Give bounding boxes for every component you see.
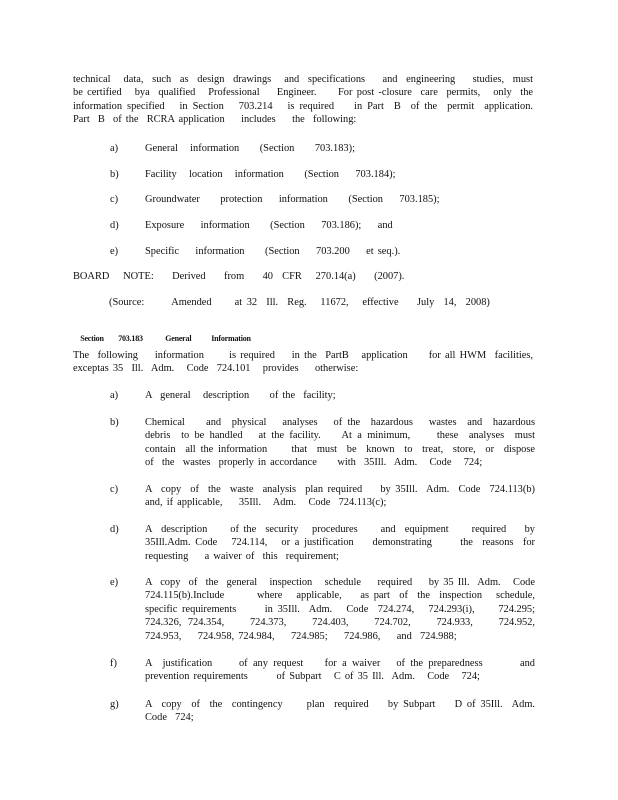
intro-paragraph: technical data, such as design drawings and specifications and engineering studies, must be certified bya qualified Professional Engineer. For post -closure care permits, only the information specified in Section 703.214 is required in Part B of the permit application. Part B of the RCRA application includes the following: — [73, 74, 546, 126]
section-number: 703.183 — [118, 334, 143, 343]
source-note: (Source: Amended at 32 Ill. Reg. 11672, effective July 14, 2008) — [109, 297, 490, 308]
list-item-label: a) — [110, 390, 119, 401]
list-item-label: e) — [110, 246, 119, 257]
list-item-text: Exposure information (Section 703.186); and — [145, 220, 393, 231]
list-item-text: Specific information (Section 703.200 et seq.). — [145, 246, 401, 257]
list-item-text: A description of the security procedures and equipment required by 35Ill.Adm. Code 724.114, or a justification demonstrating the reasons for requesting a waiver of this requirement; — [145, 524, 540, 562]
list-item-text: General information (Section 703.183); — [145, 143, 355, 154]
list-item-label: c) — [110, 194, 119, 205]
list-item-label: c) — [110, 484, 119, 495]
list-item-text: A copy of the waste analysis plan required by 35Ill. Adm. Code 724.113(b) and, if applicable, 35Ill. Adm. Code 724.113(c); — [145, 484, 552, 509]
list-item-label: f) — [110, 658, 117, 669]
list-item-label: a) — [110, 143, 119, 154]
list-item-label: b) — [110, 169, 119, 180]
section-title-1: General — [165, 334, 192, 343]
list-item-label: e) — [110, 577, 119, 588]
list-item-label: d) — [110, 220, 119, 231]
list-item-text: A copy of the general inspection schedule required by 35 Ill. Adm. Code 724.115(b).Include where applicable, as part of the inspection schedule, specific requirements in 35Ill. Adm. Code 724.274, 724.293(i), 724.295; 724.326, 724.354, 724.373, 724.403, 724.702, 724.933, 724.952, 724.953, 724.958, 724.984, 724.985; 724.986, and 724.988; — [145, 577, 552, 642]
section-title-2: Information — [211, 334, 251, 343]
section-word: Section — [80, 334, 104, 343]
list-item-label: d) — [110, 524, 119, 535]
list-item-text: Facility location information (Section 703.184); — [145, 169, 396, 180]
list-item-label: b) — [110, 417, 119, 428]
list-item-text: Chemical and physical analyses of the hazardous wastes and hazardous debris to be handled at the facility. At a minimum, these analyses must contain all the information that must be known to treat, store, or dispose of the wastes properly in accordance with 35Ill. Adm. Code 724; — [145, 417, 548, 469]
general-info-paragraph: The following information is required in the PartB application for all HWM facilities, exceptas 35 Ill. Adm. Code 724.101 provides otherwise: — [73, 350, 546, 375]
list-item-text: A general description of the facility; — [145, 390, 336, 401]
list-item-text: Groundwater protection information (Section 703.185); — [145, 194, 440, 205]
list-item-text: A copy of the contingency plan required by Subpart D of 35Ill. Adm. Code 724; — [145, 699, 548, 724]
board-note: BOARD NOTE: Derived from 40 CFR 270.14(a) (2007). — [73, 271, 405, 282]
list-item-label: g) — [110, 699, 119, 710]
list-item-text: A justification of any request for a waiver of the preparedness and prevention requirements of Subpart C of 35 Ill. Adm. Code 724; — [145, 658, 548, 683]
